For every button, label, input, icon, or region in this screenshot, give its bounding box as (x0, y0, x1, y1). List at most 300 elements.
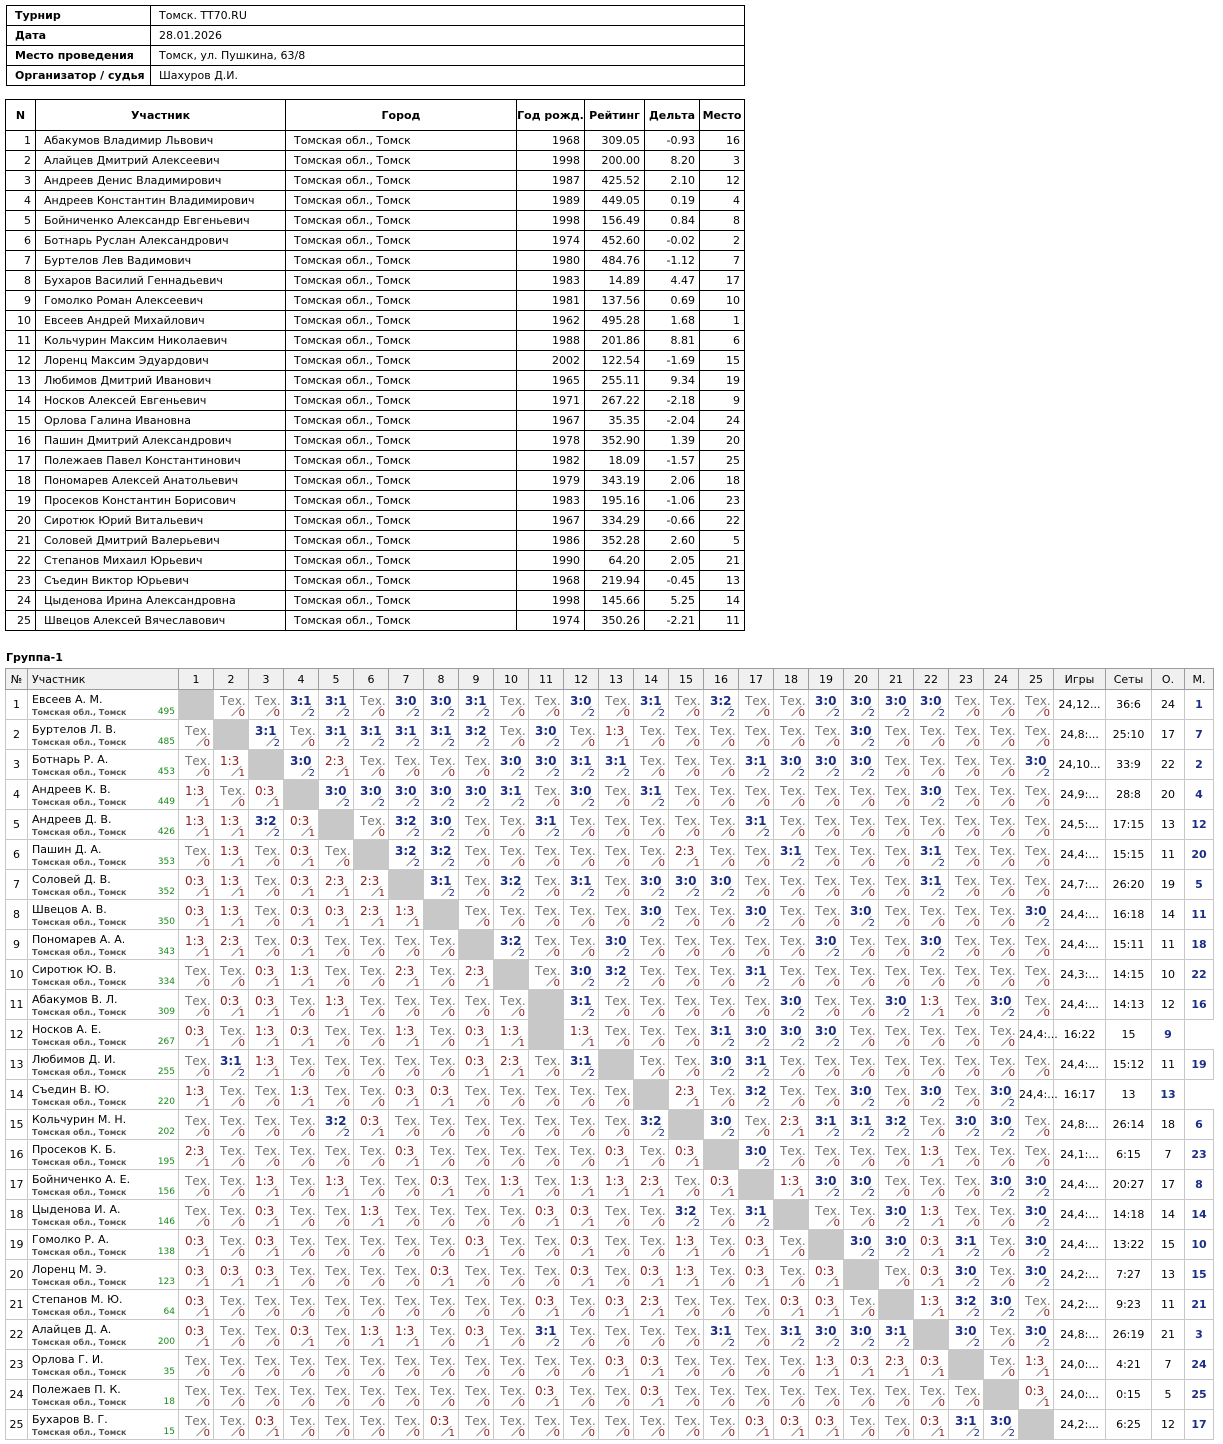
match-points: 2 (588, 1008, 595, 1019)
match-result-cell (354, 1230, 389, 1260)
match-result-cell (214, 1410, 249, 1440)
match-points: 0 (413, 768, 420, 779)
match-points: 0 (448, 1338, 455, 1349)
match-result-cell (529, 900, 564, 930)
match-result-cell (284, 1050, 319, 1080)
match-points: 0 (238, 708, 245, 719)
match-points: 0 (1043, 798, 1050, 809)
diagonal-cell (459, 930, 494, 960)
participant-name: Андреев Денис Владимирович (36, 171, 286, 191)
match-score: Тех. (920, 1384, 946, 1398)
grid-header-opponent: 2 (214, 669, 249, 690)
points-total: 13 (1152, 1260, 1185, 1290)
match-result-cell (844, 1350, 879, 1380)
match-points: 0 (518, 1008, 525, 1019)
match-score: 3:0 (850, 754, 872, 768)
match-points: 0 (378, 1398, 385, 1409)
match-score: 3:1 (850, 1114, 872, 1128)
player-name: Соловей Д. В. (32, 873, 111, 886)
match-score: Тех. (360, 1384, 386, 1398)
participants-header-cell: Участник (36, 100, 286, 131)
participant-birth-year: 1998 (517, 151, 585, 171)
match-points: 0 (343, 1398, 350, 1409)
match-result-cell (949, 1080, 984, 1110)
match-points: 0 (623, 1098, 630, 1109)
match-points: 0 (308, 738, 315, 749)
match-points: 0 (483, 1098, 490, 1109)
match-score: 3:0 (395, 694, 417, 708)
match-score: Тех. (185, 724, 211, 738)
match-result-cell (564, 1020, 599, 1050)
participant-rating: 352.28 (585, 531, 645, 551)
match-result-cell (704, 960, 739, 990)
player-name: Просеков К. Б. (32, 1143, 116, 1156)
match-result-cell (459, 870, 494, 900)
match-points: 0 (343, 1278, 350, 1289)
player-cell (28, 1050, 179, 1080)
match-result-cell (529, 1380, 564, 1410)
participant-name: Соловей Дмитрий Валерьевич (36, 531, 286, 551)
match-result-cell (599, 1080, 634, 1110)
match-points: 0 (238, 1338, 245, 1349)
match-score: Тех. (360, 1414, 386, 1428)
match-score: Тех. (570, 904, 596, 918)
match-score: Тех. (255, 934, 281, 948)
match-score: 3:0 (1025, 1204, 1047, 1218)
match-result-cell (564, 1350, 599, 1380)
match-score: Тех. (605, 784, 631, 798)
match-result-cell (564, 1260, 599, 1290)
player-name: Евсеев А. М. (32, 693, 103, 706)
match-score: Тех. (465, 1084, 491, 1098)
match-result-cell (424, 840, 459, 870)
participant-city: Томская обл., Томск (286, 531, 517, 551)
match-result-cell (879, 1260, 914, 1290)
participant-rating: 334.29 (585, 511, 645, 531)
match-result-cell (564, 750, 599, 780)
participant-place: 3 (700, 151, 745, 171)
match-score: Тех. (885, 1084, 911, 1098)
match-result-cell (774, 1260, 809, 1290)
match-points: 2 (343, 798, 350, 809)
participant-delta: -0.66 (645, 511, 700, 531)
participants-header-cell: Год рожд. (517, 100, 585, 131)
final-place: 18 (1185, 930, 1214, 960)
match-score: 3:1 (955, 1234, 977, 1248)
player-city: Томская обл., Томск (32, 1248, 127, 1257)
match-result-cell (739, 840, 774, 870)
participant-place: 19 (700, 371, 745, 391)
match-result-cell (284, 1080, 319, 1110)
match-result-cell (494, 1230, 529, 1260)
match-result-cell (949, 690, 984, 720)
match-score: 3:0 (395, 784, 417, 798)
match-result-cell (424, 1350, 459, 1380)
diagonal-cell (879, 1290, 914, 1320)
match-points: 0 (623, 1338, 630, 1349)
points-total: 21 (1152, 1320, 1185, 1350)
participant-rating: 200.00 (585, 151, 645, 171)
match-points: 0 (238, 1428, 245, 1439)
match-score: 3:0 (990, 1114, 1012, 1128)
match-score: Тех. (395, 1414, 421, 1428)
match-score: 0:3 (605, 1294, 625, 1308)
match-score: Тех. (325, 1054, 351, 1068)
grid-header-opponent: 3 (249, 669, 284, 690)
match-points: 1 (203, 1038, 210, 1049)
match-score: Тех. (920, 1114, 946, 1128)
match-score: Тех. (640, 964, 666, 978)
match-score: 3:1 (535, 814, 557, 828)
match-points: 2 (1043, 918, 1050, 929)
match-score: Тех. (500, 1114, 526, 1128)
match-score: Тех. (535, 1354, 561, 1368)
points-total: 18 (1152, 1110, 1185, 1140)
match-score: 3:1 (360, 724, 382, 738)
match-result-cell (354, 690, 389, 720)
participant-name: Пашин Дмитрий Александрович (36, 431, 286, 451)
match-result-cell (739, 1140, 774, 1170)
match-score: Тех. (395, 1204, 421, 1218)
match-score: 3:2 (710, 694, 732, 708)
match-points: 0 (763, 1398, 770, 1409)
match-points: 1 (448, 1098, 455, 1109)
match-points: 0 (588, 858, 595, 869)
participant-birth-year: 1983 (517, 491, 585, 511)
match-result-cell (774, 780, 809, 810)
participant-delta: 9.34 (645, 371, 700, 391)
match-result-cell (704, 1320, 739, 1350)
match-score: Тех. (780, 934, 806, 948)
match-points: 0 (868, 1038, 875, 1049)
match-points: 0 (413, 1008, 420, 1019)
participant-delta: 2.06 (645, 471, 700, 491)
match-result-cell (284, 930, 319, 960)
match-points: 1 (343, 918, 350, 929)
match-score: Тех. (255, 694, 281, 708)
games-total: 24,2:... (1054, 1410, 1106, 1440)
match-points: 0 (973, 858, 980, 869)
match-result-cell (564, 1050, 599, 1080)
participant-delta: 2.05 (645, 551, 700, 571)
player-city: Томская обл., Томск (32, 708, 127, 717)
grid-row (6, 1260, 1214, 1290)
match-result-cell (249, 840, 284, 870)
match-score: Тех. (920, 904, 946, 918)
match-points: 0 (483, 1398, 490, 1409)
player-city: Томская обл., Томск (32, 1098, 127, 1107)
match-points: 1 (238, 768, 245, 779)
match-result-cell (599, 1290, 634, 1320)
match-points: 0 (763, 1368, 770, 1379)
match-result-cell (424, 1410, 459, 1440)
row-number: 5 (6, 810, 28, 840)
participant-delta: 2.60 (645, 531, 700, 551)
final-place: 8 (1185, 1170, 1214, 1200)
match-points: 0 (448, 1008, 455, 1019)
match-result-cell (914, 1410, 949, 1440)
grid-header-number: № (6, 669, 28, 690)
match-score: Тех. (675, 724, 701, 738)
row-number: 4 (6, 780, 28, 810)
match-result-cell (634, 1290, 669, 1320)
match-points: 1 (413, 978, 420, 989)
match-points: 1 (693, 1248, 700, 1259)
match-score: Тех. (290, 1384, 316, 1398)
match-points: 2 (518, 798, 525, 809)
match-points: 2 (903, 1008, 910, 1019)
match-points: 0 (1008, 1248, 1015, 1259)
points-total: 13 (1106, 1080, 1152, 1110)
match-points: 0 (868, 948, 875, 959)
match-points: 2 (1043, 1218, 1050, 1229)
match-result-cell (914, 1200, 949, 1230)
match-result-cell (844, 960, 879, 990)
games-total: 24,2:... (1054, 1290, 1106, 1320)
points-total: 17 (1152, 1170, 1185, 1200)
match-result-cell (459, 720, 494, 750)
match-points: 0 (588, 738, 595, 749)
match-score: Тех. (640, 1144, 666, 1158)
match-score: 3:0 (780, 1024, 802, 1038)
match-score: Тех. (850, 934, 876, 948)
participant-number: 10 (6, 311, 36, 331)
match-result-cell (529, 1080, 564, 1110)
match-score: 1:3 (675, 1264, 695, 1278)
match-score: Тех. (535, 1054, 561, 1068)
match-points: 0 (273, 1368, 280, 1379)
diagonal-cell (949, 1350, 984, 1380)
match-score: Тех. (815, 904, 841, 918)
match-points: 0 (1043, 708, 1050, 719)
participant-number: 21 (6, 531, 36, 551)
match-result-cell (914, 1260, 949, 1290)
match-points: 0 (553, 948, 560, 959)
match-score: Тех. (990, 1024, 1016, 1038)
match-score: Тех. (885, 814, 911, 828)
match-result-cell (879, 810, 914, 840)
match-result-cell (949, 1170, 984, 1200)
match-points: 0 (728, 1008, 735, 1019)
match-points: 0 (833, 858, 840, 869)
match-points: 0 (868, 1428, 875, 1439)
info-label: Место проведения (7, 46, 151, 66)
match-points: 0 (588, 1338, 595, 1349)
match-score: Тех. (710, 1264, 736, 1278)
match-score: 1:3 (920, 1204, 940, 1218)
participant-place: 6 (700, 331, 745, 351)
match-result-cell (949, 930, 984, 960)
match-result-cell (354, 870, 389, 900)
grid-header-games: Игры (1054, 669, 1106, 690)
match-result-cell (249, 1320, 284, 1350)
player-rating: 18 (163, 1397, 175, 1407)
match-points: 0 (518, 1398, 525, 1409)
match-points: 0 (973, 1098, 980, 1109)
match-score: Тех. (675, 784, 701, 798)
match-points: 2 (728, 888, 735, 899)
row-number: 14 (6, 1080, 28, 1110)
match-points: 0 (343, 1038, 350, 1049)
match-points: 0 (798, 1068, 805, 1079)
participant-birth-year: 1981 (517, 291, 585, 311)
match-score: Тех. (465, 1204, 491, 1218)
match-points: 0 (763, 1128, 770, 1139)
match-points: 0 (833, 1008, 840, 1019)
match-points: 0 (798, 1398, 805, 1409)
match-points: 0 (903, 918, 910, 929)
match-points: 1 (763, 1278, 770, 1289)
match-result-cell (809, 840, 844, 870)
match-result-cell (389, 720, 424, 750)
match-points: 0 (553, 1158, 560, 1169)
final-place: 10 (1185, 1230, 1214, 1260)
match-score: Тех. (360, 964, 386, 978)
match-result-cell (879, 1320, 914, 1350)
grid-row (6, 1050, 1214, 1080)
match-result-cell (984, 810, 1019, 840)
info-value: Томск, ул. Пушкина, 63/8 (151, 46, 745, 66)
match-score: 1:3 (395, 1324, 415, 1338)
match-points: 0 (483, 1428, 490, 1439)
player-rating: 146 (157, 1217, 175, 1227)
match-score: Тех. (955, 874, 981, 888)
match-score: 3:0 (290, 754, 312, 768)
participant-birth-year: 1971 (517, 391, 585, 411)
match-score: Тех. (360, 1264, 386, 1278)
match-result-cell (424, 720, 459, 750)
participant-row (6, 311, 745, 331)
match-result-cell (1019, 990, 1054, 1020)
match-score: 3:1 (780, 1324, 802, 1338)
grid-header-points: О. (1152, 669, 1185, 690)
diagonal-cell (739, 1170, 774, 1200)
match-result-cell (634, 1260, 669, 1290)
participant-birth-year: 1998 (517, 591, 585, 611)
match-points: 1 (378, 1338, 385, 1349)
match-result-cell (844, 810, 879, 840)
grid-header-opponent: 25 (1019, 669, 1054, 690)
match-result-cell (704, 1110, 739, 1140)
match-score: Тех. (955, 754, 981, 768)
participant-number: 20 (6, 511, 36, 531)
match-result-cell (354, 780, 389, 810)
match-score: Тех. (325, 1294, 351, 1308)
match-result-cell (494, 870, 529, 900)
participant-delta: 0.69 (645, 291, 700, 311)
match-result-cell (249, 990, 284, 1020)
match-points: 2 (448, 888, 455, 899)
match-score: 3:1 (325, 724, 347, 738)
match-points: 2 (518, 768, 525, 779)
match-score: Тех. (605, 844, 631, 858)
match-points: 0 (763, 1308, 770, 1319)
grid-header-opponent: 12 (564, 669, 599, 690)
match-score: 3:0 (465, 784, 487, 798)
info-value: Шахуров Д.И. (151, 66, 745, 86)
player-city: Томская обл., Томск (32, 1038, 127, 1047)
match-result-cell (949, 1410, 984, 1440)
match-score: Тех. (185, 1204, 211, 1218)
match-result-cell (914, 1140, 949, 1170)
match-result-cell (774, 1170, 809, 1200)
match-score: Тех. (570, 814, 596, 828)
match-result-cell (949, 1230, 984, 1260)
participant-number: 7 (6, 251, 36, 271)
match-result-cell (249, 1350, 284, 1380)
match-result-cell (284, 1110, 319, 1140)
match-score: 3:0 (710, 1114, 732, 1128)
match-result-cell (564, 1380, 599, 1410)
match-points: 0 (973, 918, 980, 929)
match-points: 0 (553, 978, 560, 989)
player-city: Томская обл., Томск (32, 768, 127, 777)
match-result-cell (809, 720, 844, 750)
match-points: 0 (308, 1278, 315, 1289)
match-result-cell (704, 1290, 739, 1320)
match-result-cell (354, 1200, 389, 1230)
match-points: 0 (623, 708, 630, 719)
match-score: Тех. (640, 994, 666, 1008)
match-result-cell (599, 1110, 634, 1140)
match-points: 0 (1043, 738, 1050, 749)
diagonal-cell (494, 960, 529, 990)
match-score: Тех. (430, 1324, 456, 1338)
match-result-cell (809, 990, 844, 1020)
participant-rating: 195.16 (585, 491, 645, 511)
match-result-cell (809, 870, 844, 900)
match-result-cell (704, 1050, 739, 1080)
match-result-cell (389, 990, 424, 1020)
match-points: 1 (378, 888, 385, 899)
match-score: Тех. (465, 1414, 491, 1428)
match-score: 3:1 (500, 784, 522, 798)
grid-header-opponent: 22 (914, 669, 949, 690)
match-score: 3:0 (955, 1324, 977, 1338)
participant-name: Степанов Михаил Юрьевич (36, 551, 286, 571)
match-score: Тех. (605, 1324, 631, 1338)
match-score: Тех. (675, 1174, 701, 1188)
match-score: 2:3 (500, 1054, 520, 1068)
match-score: 2:3 (325, 754, 345, 768)
match-score: Тех. (430, 1354, 456, 1368)
match-result-cell (529, 1320, 564, 1350)
match-result-cell (809, 810, 844, 840)
match-result-cell (879, 840, 914, 870)
row-number: 2 (6, 720, 28, 750)
sets-total: 15:11 (1106, 930, 1152, 960)
match-points: 2 (448, 858, 455, 869)
participant-name: Алайцев Дмитрий Алексеевич (36, 151, 286, 171)
match-result-cell (214, 1230, 249, 1260)
match-result-cell (354, 900, 389, 930)
match-score: 0:3 (185, 1324, 205, 1338)
match-points: 2 (343, 1128, 350, 1139)
match-points: 2 (1008, 1428, 1015, 1439)
participant-city: Томская обл., Томск (286, 471, 517, 491)
match-score: 0:3 (920, 1354, 940, 1368)
match-score: Тех. (780, 1354, 806, 1368)
match-score: Тех. (710, 904, 736, 918)
match-points: 0 (553, 798, 560, 809)
match-points: 0 (763, 948, 770, 959)
participant-place: 5 (700, 531, 745, 551)
match-result-cell (809, 1200, 844, 1230)
match-result-cell (634, 1050, 669, 1080)
match-score: Тех. (185, 1414, 211, 1428)
match-points: 2 (833, 1038, 840, 1049)
match-points: 0 (973, 1068, 980, 1079)
